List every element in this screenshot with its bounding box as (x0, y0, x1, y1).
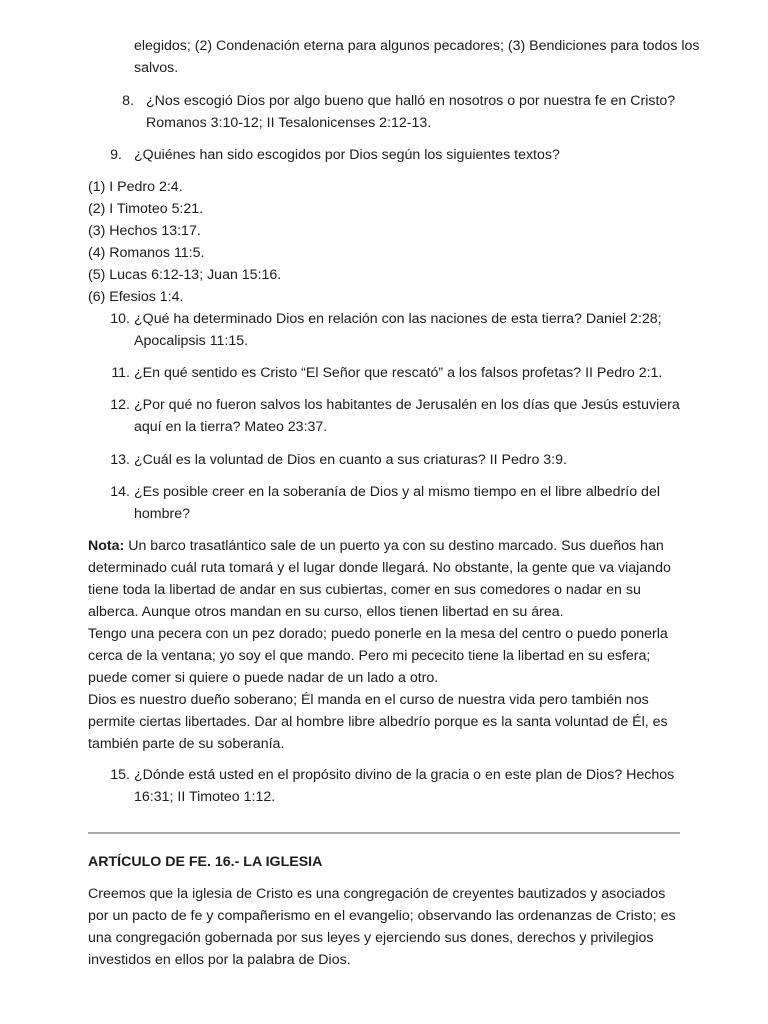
question-number: 15. (110, 767, 130, 783)
reference-item: (4) Romanos 11:5. (88, 245, 205, 261)
note-paragraph: Tengo una pecera con un pez dorado; puedo ponerle en la mesa del centro o puedo ponerla cerca de la ventana; yo soy el que mando. Pero mi pececito tiene la libertad en su esfera; puede comer si quiere o puede nadar de un lado a otro. (88, 626, 668, 686)
question-13 (88, 449, 708, 471)
section-divider (88, 832, 680, 834)
reference-list (88, 176, 688, 308)
question-text: ¿Qué ha determinado Dios en relación con las naciones de esta tierra? Daniel 2:28; Apocalipsis 11:15. (134, 311, 662, 349)
question-text: ¿En qué sentido es Cristo “El Señor que rescató” a los falsos profetas? II Pedro 2:1. (134, 365, 663, 381)
reference-item: (2) I Timoteo 5:21. (88, 201, 204, 217)
question-number: 9. (110, 147, 122, 163)
question-12 (88, 394, 708, 438)
question-9 (88, 144, 708, 166)
article-heading: ARTÍCULO DE FE. 16.- LA IGLESIA (88, 854, 323, 870)
question-text: ¿Nos escogió Dios por algo bueno que halló en nosotros o por nuestra fe en Cristo? Romanos 3:10-12; II Tesalonicenses 2:12-13. (146, 93, 676, 131)
question-text: ¿Dónde está usted en el propósito divino de la gracia o en este plan de Dios? Hechos 16:31; II Timoteo 1:12. (134, 767, 675, 805)
question-number: 10. (110, 311, 130, 327)
question-text: ¿Es posible creer en la soberanía de Dios y al mismo tiempo en el libre albedrío del hombre? (134, 484, 660, 522)
question-number: 12. (110, 397, 130, 413)
question-15 (88, 764, 708, 808)
question-11 (88, 362, 708, 384)
question-text: ¿Quiénes han sido escogidos por Dios según los siguientes textos? (134, 147, 560, 163)
article-body: Creemos que la iglesia de Cristo es una congregación de creyentes bautizados y asociados por un pacto de fe y compañerismo en el evangelio; observando las ordenanzas de Cristo; es una congregación gobernada por sus leyes y ejerciendo sus dones, derechos y privilegios investidos en ellos por la palabra de Dios. (88, 886, 676, 968)
question-number: 8. (122, 93, 134, 109)
question-14 (88, 481, 708, 525)
note-paragraph: Dios es nuestro dueño soberano; Él manda en el curso de nuestra vida pero también nos permite ciertas libertades. Dar al hombre libre albedrío porque es la santa voluntad de Él, es también parte de su soberanía. (88, 692, 668, 752)
question-8 (88, 90, 708, 134)
reference-item: (1) I Pedro 2:4. (88, 179, 183, 195)
reference-item: (6) Efesios 1:4. (88, 289, 184, 305)
reference-item: (3) Hechos 13:17. (88, 223, 201, 239)
question-text: ¿Por qué no fueron salvos los habitantes de Jerusalén en los días que Jesús estuviera aquí en la tierra? Mateo 23:37. (134, 397, 680, 435)
question-10 (88, 308, 708, 352)
note-text: Un barco trasatlántico sale de un puerto ya con su destino marcado. Sus dueños han determinado cuál ruta tomará y el lugar donde llegará. No obstante, la gente que va viajando tiene toda la libertad de andar en sus cubiertas, comer en sus comedores o nadar en su alberca. Aunque otros mandan en su curso, ellos tienen libertad en su área. (88, 538, 671, 620)
list-item-continuation: elegidos; (2) Condenación eterna para algunos pecadores; (3) Bendiciones para todos los salvos. (134, 38, 700, 76)
reference-item: (5) Lucas 6:12-13; Juan 15:16. (88, 267, 282, 283)
question-text: ¿Cuál es la voluntad de Dios en cuanto a sus criaturas? II Pedro 3:9. (134, 452, 567, 468)
question-number: 11. (111, 365, 130, 381)
note-paragraph (88, 535, 688, 623)
note-label: Nota: (88, 538, 125, 554)
question-number: 13. (110, 452, 130, 468)
question-number: 14. (110, 484, 130, 500)
note-block (88, 535, 688, 755)
